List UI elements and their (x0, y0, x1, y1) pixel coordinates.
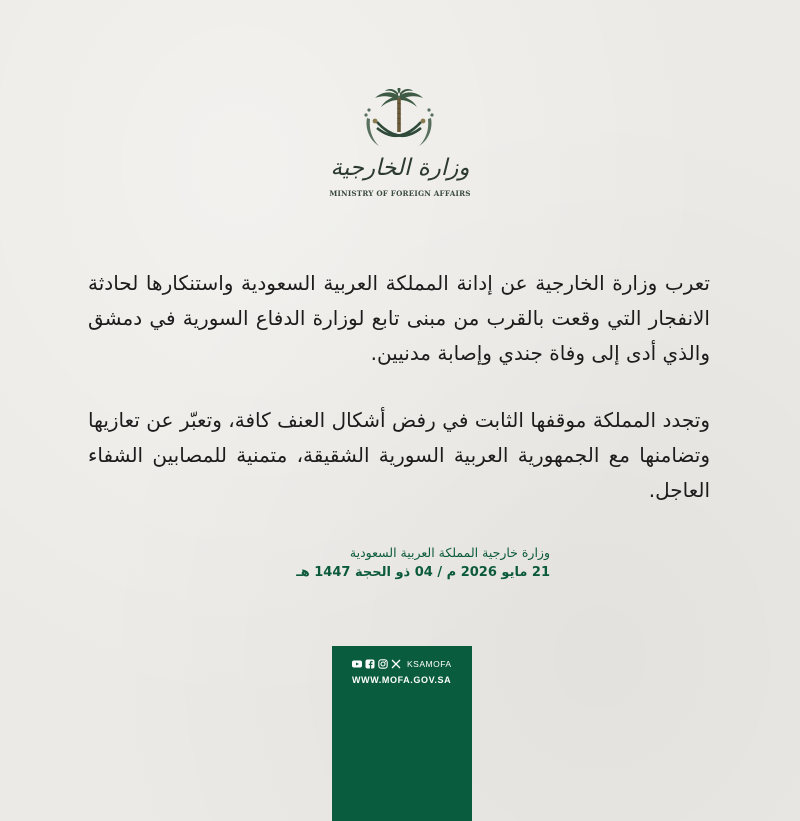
statement-paragraph-1: تعرب وزارة الخارجية عن إدانة المملكة العربية السعودية واستنكارها لحادثة الانفجار التي وقعت بالقرب من مبنى تابع لوزارة الدفاع السورية في دمشق والذي أدى إلى وفاة جندي وإصابة مدنيين. (88, 271, 710, 365)
social-handle[interactable]: KSAMOFA (407, 659, 452, 669)
ministry-name-arabic: وزارة الخارجية (330, 155, 470, 181)
x-icon[interactable] (391, 659, 401, 669)
website-link[interactable]: WWW.MOFA.GOV.SA (352, 675, 452, 685)
youtube-icon[interactable] (352, 659, 362, 669)
instagram-icon[interactable] (378, 659, 388, 669)
palm-and-crossed-swords-icon (361, 88, 437, 158)
signature-date: 21 مايو 2026 م / 04 ذو الحجة 1447 هـ (296, 565, 550, 580)
social-links (352, 658, 462, 670)
signature-organization: وزارة خارجية المملكة العربية السعودية (349, 545, 550, 560)
statement-paragraph-2: وتجدد المملكة موقفها الثابت في رفض أشكال العنف كافة، وتعبّر عن تعازيها وتضامنها مع الجمهورية العربية السورية الشقيقة، متمنية للمصابين الشفاء العاجل. (88, 408, 710, 502)
ministry-name-english: MINISTRY OF FOREIGN AFFAIRS (329, 189, 471, 198)
facebook-icon[interactable] (365, 659, 375, 669)
contact-footer (332, 646, 472, 821)
ministry-logo (0, 88, 800, 203)
